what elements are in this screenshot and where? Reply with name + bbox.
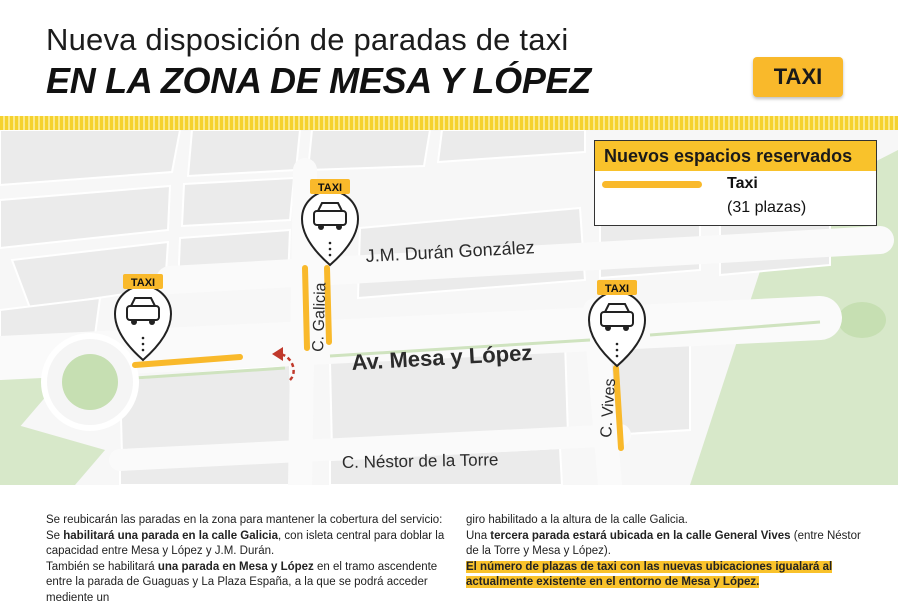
highlighted-statement: El número de plazas de taxi con las nuevas ubicaciones igualará al actualmente existente en el entorno de Mesa y López. [466, 561, 832, 589]
taxi-pin-label: TAXI [605, 283, 629, 295]
legend-line-swatch [602, 181, 702, 188]
text-run-bold: tercera parada estará ubicada en la calle General Vives [490, 530, 790, 542]
page-title-line1: Nueva disposición de paradas de taxi [46, 22, 568, 58]
legend-item-label: Taxi [727, 175, 758, 193]
text-column-left [46, 513, 450, 606]
paragraph [46, 560, 450, 606]
text-run-bold: habilitará una parada en la calle Galicia [63, 530, 278, 542]
roundabout [44, 336, 136, 428]
street-label-duran: J.M. Durán González [365, 237, 535, 266]
text-run-bold: una parada en Mesa y López [158, 561, 314, 573]
street-label-galicia: C. Galicia [310, 282, 329, 352]
paragraph [46, 529, 450, 560]
legend-heading: Nuevos espacios reservados [595, 141, 876, 171]
text-run: También se habilitará [46, 561, 158, 573]
paragraph: Se reubicarán las paradas en la zona para mantener la cobertura del servicio: [46, 513, 450, 529]
street-label-vives: C. Vives [598, 378, 619, 438]
paragraph [466, 560, 868, 591]
page-title-line2: EN LA ZONA DE MESA Y LÓPEZ [46, 60, 591, 102]
paragraph: giro habilitado a la altura de la calle Galicia. [466, 513, 868, 529]
text-column-right [466, 513, 868, 591]
taxi-pin-label: TAXI [131, 277, 155, 289]
text-run: en el tramo ascendente entre la parada de Guaguas y La Plaza España, a la que se podrá acceder mediente un [46, 561, 437, 604]
legend [594, 140, 877, 226]
text-run: Se [46, 530, 63, 542]
street-label-nestor: C. Néstor de la Torre [342, 450, 499, 472]
taxi-pin-label: TAXI [318, 182, 342, 194]
paragraph [466, 529, 868, 560]
taxi-stop-galicia-1 [305, 268, 307, 348]
text-run: (entre Néstor de la Torre y Mesa y López). [466, 530, 861, 558]
taxi-badge: TAXI [753, 57, 843, 97]
legend-item-count: (31 plazas) [727, 199, 806, 217]
text-run: Una [466, 530, 490, 542]
text-run: , con isleta central para doblar la capacidad entre Mesa y López y J.M. Durán. [46, 530, 444, 558]
yellow-stripe [0, 116, 898, 130]
street-label-main: Av. Mesa y López [351, 340, 533, 375]
